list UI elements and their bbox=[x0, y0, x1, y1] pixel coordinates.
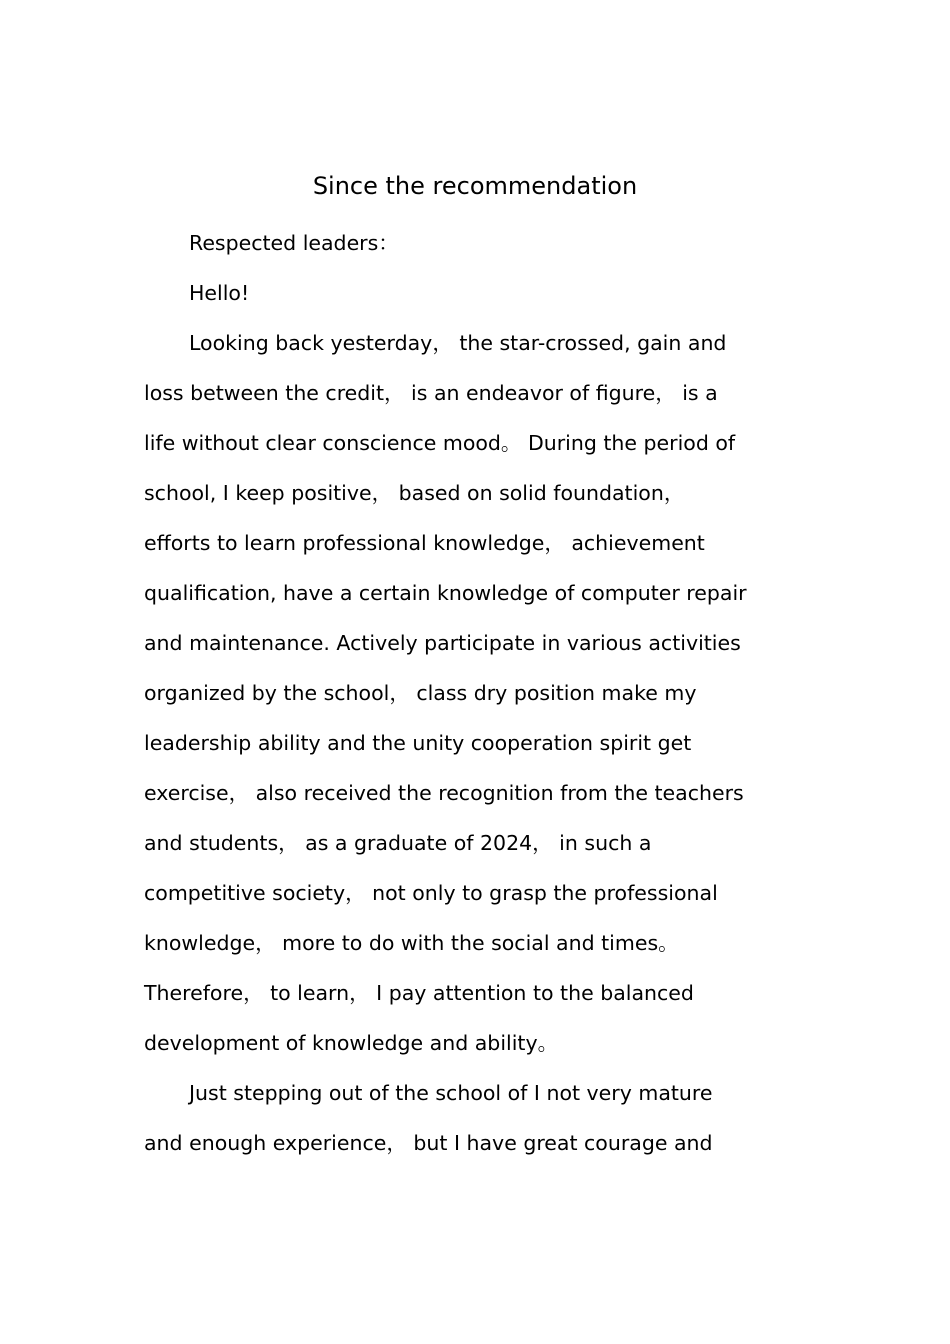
paragraph-1-line: and students， as a graduate of 2024， in such a bbox=[144, 831, 652, 855]
paragraph-1-line: organized by the school， class dry position make my bbox=[144, 681, 697, 705]
paragraph-1-line: competitive society， not only to grasp the professional bbox=[144, 881, 718, 905]
paragraph-1-line: Looking back yesterday， the star-crossed, gain and bbox=[189, 331, 727, 355]
paragraph-1-line: qualification, have a certain knowledge of computer repair bbox=[144, 581, 747, 605]
paragraph-2-line: and enough experience， but I have great courage and bbox=[144, 1131, 713, 1155]
paragraph-2-line: Just stepping out of the school of I not very mature bbox=[189, 1081, 713, 1105]
paragraph-1-line: Therefore， to learn， I pay attention to the balanced bbox=[144, 981, 694, 1005]
paragraph-1-line: and maintenance. Actively participate in various activities bbox=[144, 631, 741, 655]
paragraph-1-line: leadership ability and the unity cooperation spirit get bbox=[144, 731, 692, 755]
paragraph-1 bbox=[144, 318, 809, 1068]
paragraph-1-line: school, I keep positive， based on solid foundation， bbox=[144, 481, 685, 505]
greeting: Hello! bbox=[189, 281, 250, 305]
paragraph-1-line: knowledge， more to do with the social and times。 bbox=[144, 931, 679, 955]
paragraph-1-line: development of knowledge and ability。 bbox=[144, 1031, 559, 1055]
paragraph-2 bbox=[144, 1068, 809, 1168]
paragraph-1-line: loss between the credit， is an endeavor of figure， is a bbox=[144, 381, 718, 405]
document-body bbox=[144, 218, 809, 1168]
paragraph-1-line: life without clear conscience mood。 During the period of bbox=[144, 431, 736, 455]
paragraph-1-line: exercise， also received the recognition from the teachers bbox=[144, 781, 744, 805]
document-title: Since the recommendation bbox=[312, 172, 638, 200]
salutation: Respected leaders： bbox=[189, 231, 399, 255]
paragraph-1-line: efforts to learn professional knowledge， achievement bbox=[144, 531, 705, 555]
